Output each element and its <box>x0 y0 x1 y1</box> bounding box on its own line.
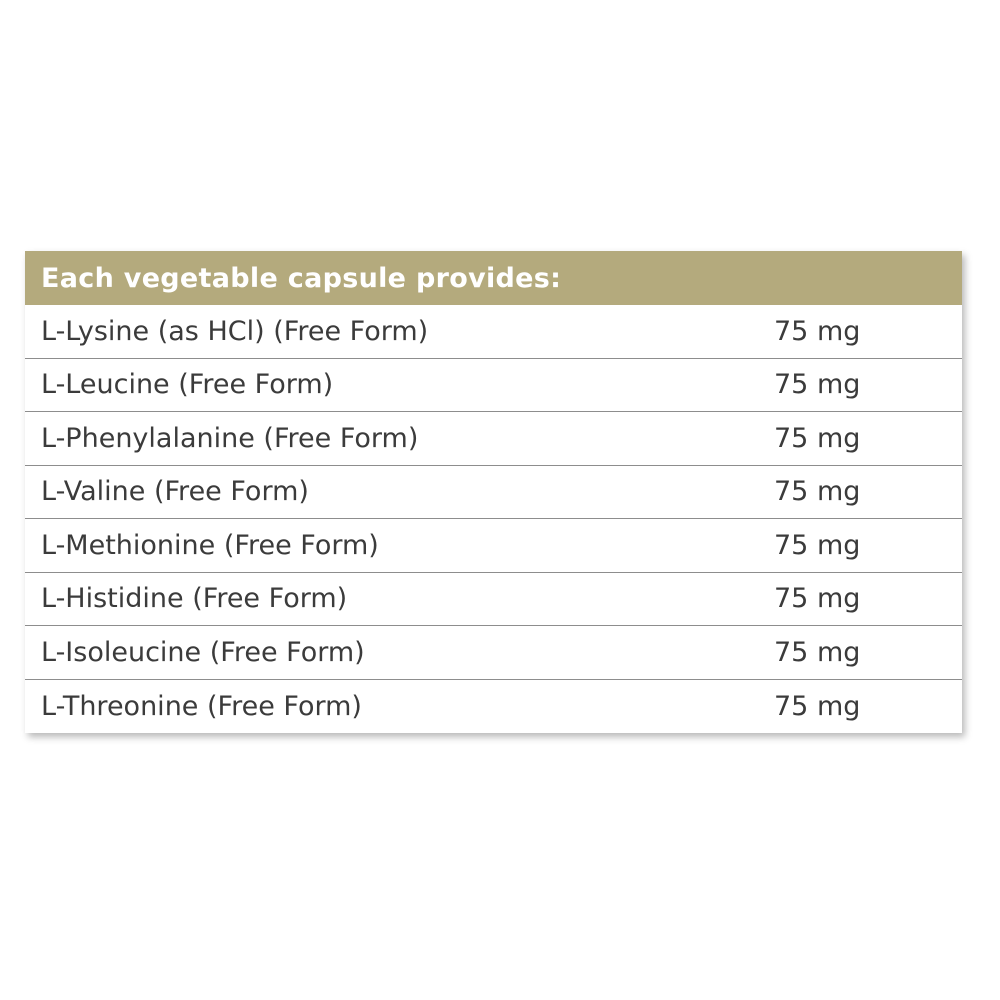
table-row <box>25 680 962 734</box>
table-body <box>25 305 962 733</box>
ingredient-name: L-Lysine (as HCl) (Free Form) <box>41 315 429 347</box>
supplement-facts-table <box>25 251 962 733</box>
ingredient-amount: 75 mg <box>774 690 861 722</box>
table-row <box>25 519 962 573</box>
ingredient-amount: 75 mg <box>774 369 861 401</box>
ingredient-name: L-Methionine (Free Form) <box>41 529 379 561</box>
table-header-title: Each vegetable capsule provides: <box>41 262 562 294</box>
ingredient-name: L-Valine (Free Form) <box>41 476 309 508</box>
ingredient-amount: 75 mg <box>774 422 861 454</box>
ingredient-name: L-Isoleucine (Free Form) <box>41 636 365 668</box>
ingredient-amount: 75 mg <box>774 476 861 508</box>
table-row <box>25 359 962 413</box>
table-row <box>25 573 962 627</box>
ingredient-amount: 75 mg <box>774 583 861 615</box>
table-row <box>25 466 962 520</box>
table-row <box>25 305 962 359</box>
table-row <box>25 626 962 680</box>
ingredient-name: L-Leucine (Free Form) <box>41 369 334 401</box>
ingredient-amount: 75 mg <box>774 315 861 347</box>
ingredient-amount: 75 mg <box>774 636 861 668</box>
table-row <box>25 412 962 466</box>
ingredient-name: L-Threonine (Free Form) <box>41 690 362 722</box>
ingredient-name: L-Phenylalanine (Free Form) <box>41 422 419 454</box>
table-header <box>25 251 962 305</box>
ingredient-amount: 75 mg <box>774 529 861 561</box>
ingredient-name: L-Histidine (Free Form) <box>41 583 348 615</box>
